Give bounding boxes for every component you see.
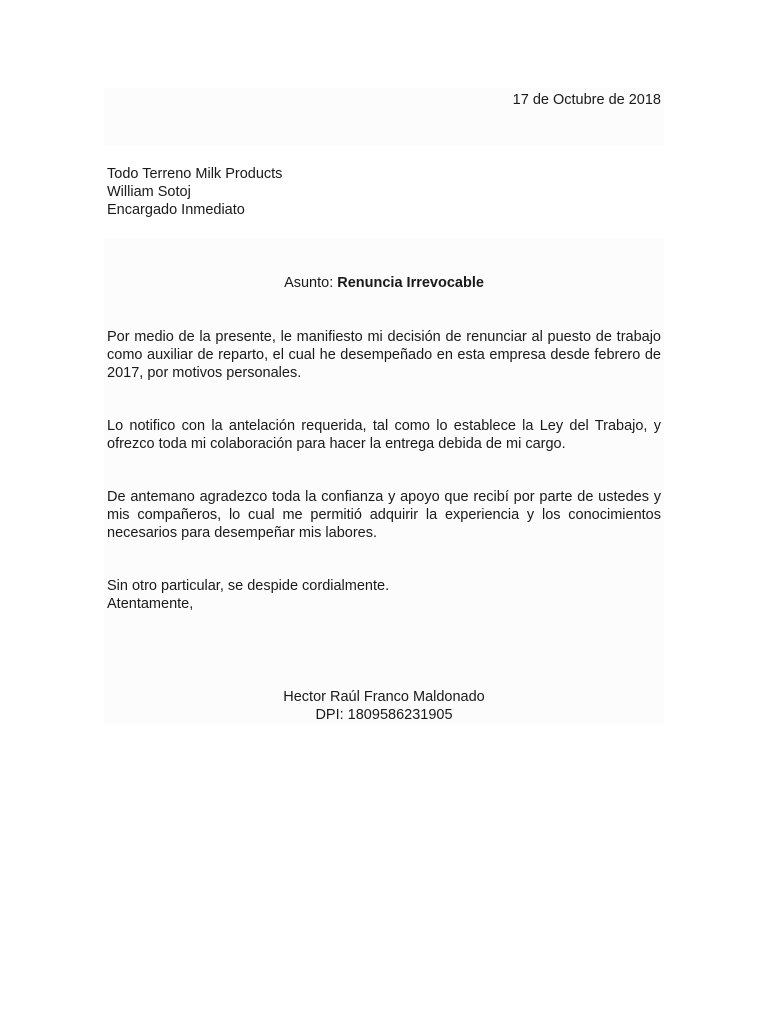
signature-name: Hector Raúl Franco Maldonado [283,689,485,705]
closing-salutation: Atentamente, [107,596,194,612]
subject-line [0,274,768,292]
letter-date: 17 de Octubre de 2018 [512,92,661,108]
subject-text: Renuncia Irrevocable [337,275,484,291]
paragraph-2: Lo notifico con la antelación requerida, tal como lo establece la Ley del Trabajo, y ofrezco toda mi colaboración para hacer la entrega debida de mi cargo. [107,418,661,452]
closing-block [107,577,661,613]
body-band [104,238,664,724]
recipient-block [107,165,661,219]
recipient-title: Encargado Inmediato [107,202,245,218]
signature-id: DPI: 1809586231905 [315,707,453,723]
paragraph-3: De antemano agradezco toda la confianza y apoyo que recibí por parte de ustedes y mis compañeros, lo cual me permitió adquirir la experiencia y los conocimientos necesarios para desempeñar mis labores. [107,489,661,541]
closing-line: Sin otro particular, se despide cordialmente. [107,578,390,594]
signature-block [0,688,768,724]
recipient-name: William Sotoj [107,184,191,200]
paragraph-1: Por medio de la presente, le manifiesto mi decisión de renunciar al puesto de trabajo como auxiliar de reparto, el cual he desempeñado en esta empresa desde febrero de 2017, por motivos personales. [107,329,661,381]
subject-label: Asunto: [284,275,334,291]
recipient-company: Todo Terreno Milk Products [107,166,283,182]
